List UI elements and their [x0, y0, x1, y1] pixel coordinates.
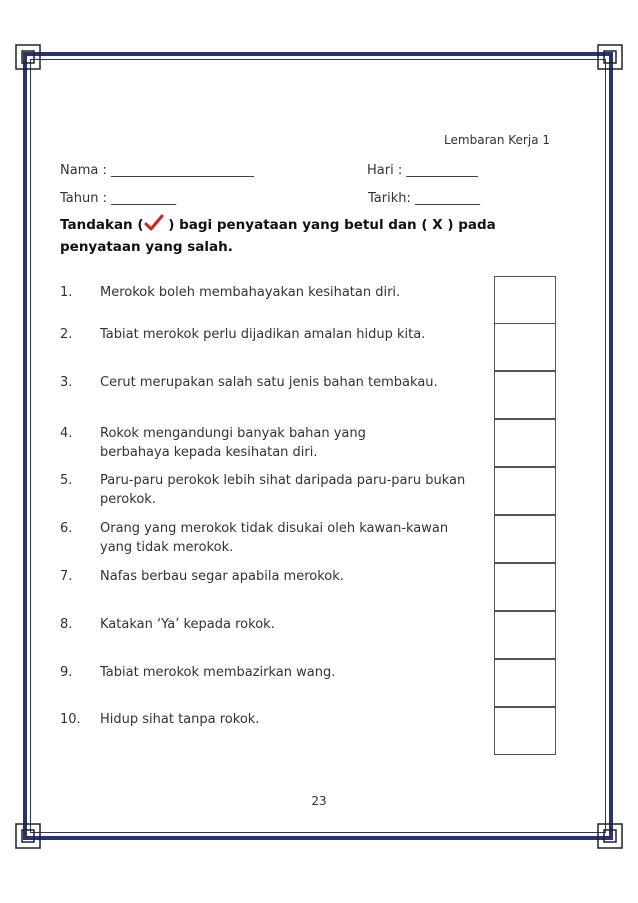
answer-box-4[interactable] — [494, 419, 556, 467]
statement-text: Rokok mengandungi banyak bahan yang berbahaya kepada kesihatan diri. — [100, 426, 366, 460]
statement-text: Tabiat merokok perlu dijadikan amalan hidup kita. — [100, 327, 426, 342]
statement-number: 10. — [60, 712, 81, 727]
answer-box-10[interactable] — [494, 707, 556, 755]
corner-ornament-bottom-left — [14, 822, 42, 850]
date-field: Tarikh: __________ — [368, 191, 480, 206]
statement-number: 6. — [60, 521, 73, 536]
statement-number: 2. — [60, 327, 73, 342]
year-field: Tahun : __________ — [60, 191, 177, 206]
answer-box-2[interactable] — [494, 323, 556, 371]
day-field: Hari : ___________ — [367, 163, 478, 178]
statement-number: 3. — [60, 375, 73, 390]
instruction-text — [60, 214, 500, 258]
statement-number: 9. — [60, 665, 73, 680]
corner-ornament-top-right — [596, 43, 624, 71]
statement-number: 4. — [60, 426, 73, 441]
answer-box-9[interactable] — [494, 659, 556, 707]
instruction-before: Tandakan ( — [60, 217, 144, 233]
statement-number: 1. — [60, 285, 73, 300]
corner-ornament-bottom-right — [596, 822, 624, 850]
name-field: Nama : ______________________ — [60, 163, 254, 178]
answer-box-6[interactable] — [494, 515, 556, 563]
answer-box-3[interactable] — [494, 371, 556, 419]
statement-text: Nafas berbau segar apabila merokok. — [100, 569, 344, 584]
answer-box-7[interactable] — [494, 563, 556, 611]
statement-number: 8. — [60, 617, 73, 632]
answer-box-1[interactable] — [494, 276, 556, 324]
statement-text: Paru-paru perokok lebih sihat daripada paru-paru bukan perokok. — [100, 473, 466, 507]
statement-text: Katakan ‘Ya’ kepada rokok. — [100, 617, 275, 632]
worksheet-label: Lembaran Kerja 1 — [444, 133, 550, 147]
answer-box-5[interactable] — [494, 467, 556, 515]
statement-text: Hidup sihat tanpa rokok. — [100, 712, 260, 727]
statement-text: Tabiat merokok membazirkan wang. — [100, 665, 336, 680]
statement-text: Merokok boleh membahayakan kesihatan diri. — [100, 285, 401, 300]
statement-number: 7. — [60, 569, 73, 584]
statement-text: Cerut merupakan salah satu jenis bahan tembakau. — [100, 375, 438, 390]
statement-number: 5. — [60, 473, 73, 488]
instruction-after: ) bagi penyataan yang betul dan ( X ) pada penyataan yang salah. — [60, 217, 496, 255]
statement-text: Orang yang merokok tidak disukai oleh kawan-kawan yang tidak merokok. — [100, 521, 449, 555]
answer-box-8[interactable] — [494, 611, 556, 659]
corner-ornament-top-left — [14, 43, 42, 71]
page-number: 23 — [311, 794, 327, 808]
tick-icon — [144, 214, 164, 232]
